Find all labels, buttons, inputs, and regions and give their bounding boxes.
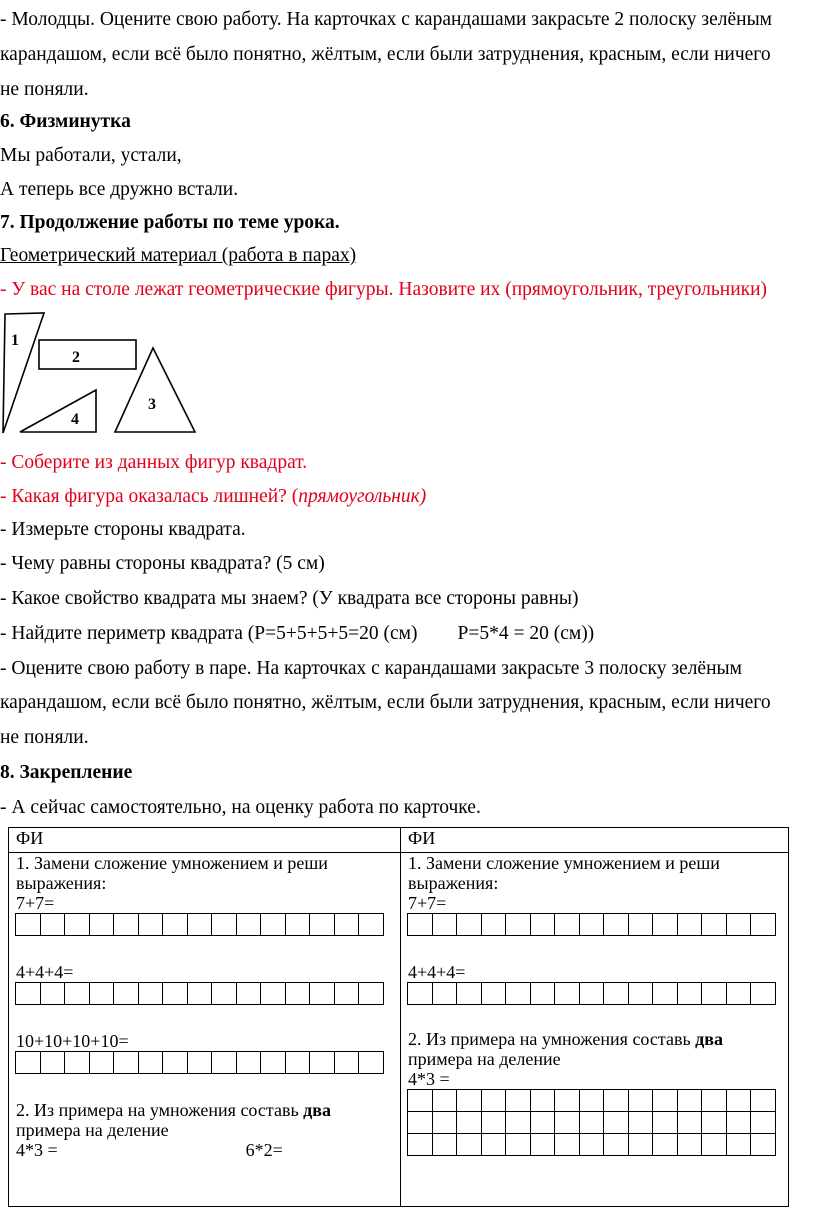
paragraph-line: - Оцените свою работу в паре. На карточках с карандашами закрасьте 3 полоску зелёным (0, 658, 742, 679)
task1-text: 1. Замени сложение умножением и реши (16, 853, 328, 873)
name-label: ФИ (408, 828, 436, 848)
section-heading-6: 6. Физминутка (0, 111, 131, 132)
perimeter-product: Р=5*4 = 20 (см)) (457, 623, 595, 644)
name-label: ФИ (16, 828, 44, 848)
task2-text (16, 1100, 400, 1120)
question-line (0, 485, 426, 509)
name-label-cell (401, 828, 789, 853)
question-line (0, 622, 594, 646)
shape-label-3: 3 (148, 396, 156, 413)
expression: 7+7= (408, 893, 447, 913)
question-line: - Соберите из данных фигур квадрат. (0, 452, 308, 473)
task1-text: выражения: (16, 873, 107, 893)
answer-grid[interactable] (407, 913, 776, 936)
example-a: 4*3 = (16, 1140, 58, 1160)
task1-text: 1. Замени сложение умножением и реши (408, 853, 720, 873)
answer-grid[interactable] (407, 982, 776, 1005)
section-heading-8: 8. Закрепление (0, 762, 133, 783)
poem-line: Мы работали, устали, (0, 145, 182, 166)
poem-line: А теперь все дружно встали. (0, 179, 239, 200)
question-line: - Какое свойство квадрата мы знаем? (У квадрата все стороны равны) (0, 588, 579, 609)
task1-text: выражения: (408, 873, 499, 893)
triangle-3 (115, 348, 195, 432)
answer-grid[interactable] (15, 982, 384, 1005)
answer-text: прямоугольник) (298, 486, 427, 507)
task2-text-part: 2. Из примера на умножения составь (408, 1029, 696, 1049)
subsection-title: Геометрический материал (работа в парах) (0, 245, 357, 266)
example-a: 4*3 = (408, 1069, 450, 1089)
task2-text-part: 2. Из примера на умножения составь (16, 1100, 304, 1120)
card-right (401, 853, 789, 1207)
section-heading-7: 7. Продолжение работы по теме урока. (0, 212, 340, 233)
answer-grid[interactable] (407, 1089, 776, 1156)
shape-label-1: 1 (11, 332, 19, 349)
question-text: - Какая фигура оказалась лишней? ( (0, 486, 299, 507)
triangle-1 (3, 313, 44, 433)
task2-text: примера на деление (408, 1049, 561, 1069)
answer-grid[interactable] (15, 1051, 384, 1074)
task2-text: примера на деление (16, 1120, 169, 1140)
expression: 7+7= (16, 893, 55, 913)
expression: 4+4+4= (408, 962, 466, 982)
division-examples (16, 1140, 400, 1160)
paragraph-line: - Молодцы. Оцените свою работу. На карточках с карандашами закрасьте 2 полоску зелёным (0, 9, 773, 30)
name-label-cell (9, 828, 401, 853)
shape-label-4: 4 (71, 411, 79, 428)
paragraph-line: не поняли. (0, 727, 89, 748)
shape-label-2: 2 (72, 349, 80, 366)
example-b: 6*2= (245, 1140, 283, 1160)
question-line: - Чему равны стороны квадрата? (5 см) (0, 553, 325, 574)
perimeter-sum: - Найдите периметр квадрата (Р=5+5+5+5=20 (см) (0, 623, 418, 644)
paragraph-line: - А сейчас самостоятельно, на оценку работа по карточке. (0, 797, 481, 818)
answer-grid[interactable] (15, 913, 384, 936)
geometric-shapes-figure (0, 310, 230, 440)
question-line: - Измерьте стороны квадрата. (0, 519, 246, 540)
rectangle-2 (39, 340, 136, 369)
triangle-4 (20, 390, 96, 432)
card-left (9, 853, 401, 1207)
paragraph-line: не поняли. (0, 79, 89, 100)
expression: 4+4+4= (16, 962, 74, 982)
task-card-table (8, 827, 789, 1207)
task2-bold: два (695, 1029, 723, 1049)
task2-bold: два (303, 1100, 331, 1120)
expression: 10+10+10+10= (16, 1031, 129, 1051)
question-line: - У вас на столе лежат геометрические фигуры. Назовите их (прямоугольник, треугольники) (0, 279, 768, 300)
paragraph-line: карандашом, если всё было понятно, жёлтым, если были затруднения, красным, если ничего (0, 44, 771, 65)
task2-text (408, 1029, 788, 1049)
paragraph-line: карандашом, если всё было понятно, жёлтым, если были затруднения, красным, если ничего (0, 692, 771, 713)
